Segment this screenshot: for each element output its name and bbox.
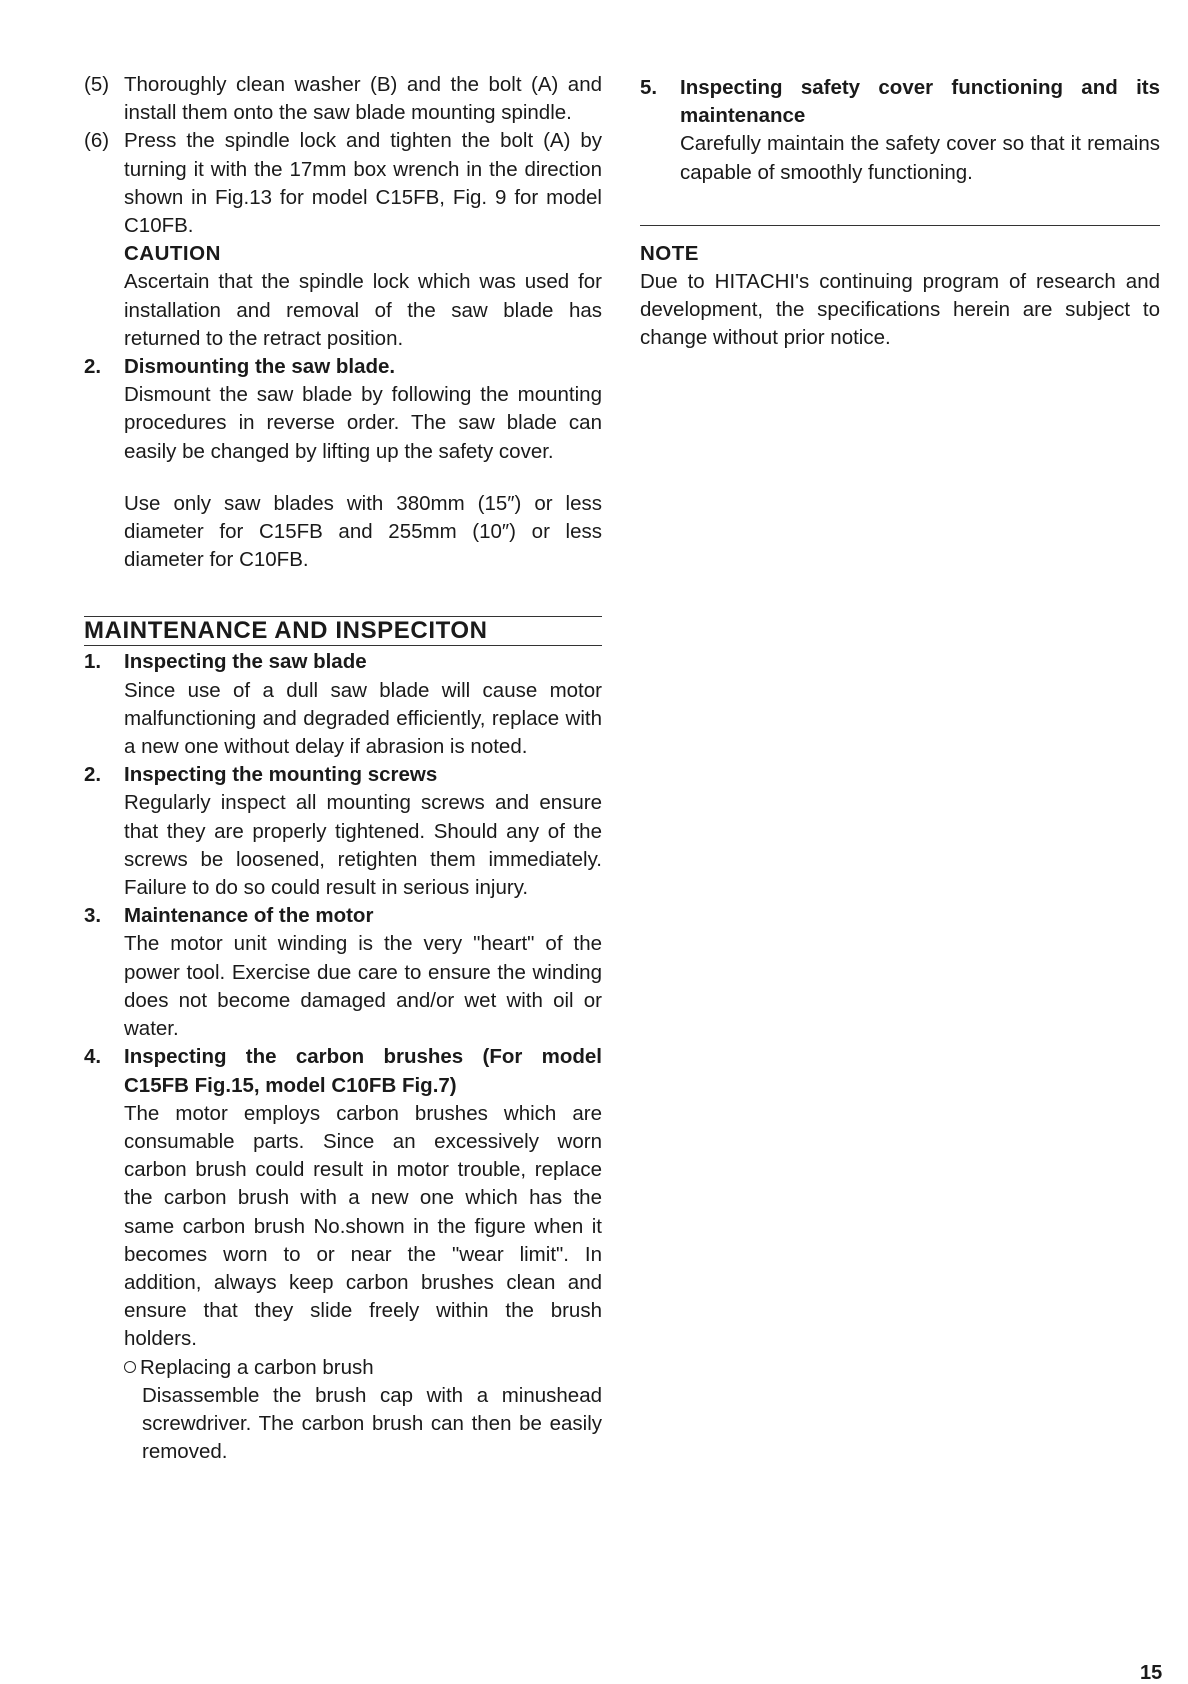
maint-item-3-heading: Maintenance of the motor [124, 904, 374, 928]
step-5-text: Thoroughly clean washer (B) and the bolt (A) and install them onto the saw blade mounting spindle. [124, 73, 602, 125]
replacing-brush-heading-row [124, 1354, 602, 1382]
bullet-circle-icon [124, 1361, 136, 1373]
divider-rule [640, 225, 1160, 226]
maint-item-3-heading-row [84, 902, 602, 930]
dismount-heading: Dismounting the saw blade. [124, 355, 396, 379]
caution-text: Ascertain that the spindle lock which was used for installation and removal of the saw blade has returned to the retract position. [124, 270, 602, 350]
maint-item-1-number: 1. [84, 650, 102, 674]
maintenance-section-heading: MAINTENANCE AND INSPECITON [84, 616, 602, 646]
maint-item-2-heading: Inspecting the mounting screws [124, 763, 438, 787]
step-5-number: (5) [84, 73, 110, 96]
maint-item-2-number: 2. [84, 763, 102, 787]
spacer [84, 574, 602, 616]
dismount-text: Dismount the saw blade by following the mounting procedures in reverse order. The saw blade can easily be changed by lifting up the safety cover. [124, 383, 602, 463]
note-heading: NOTE [640, 241, 699, 265]
step-6-text: Press the spindle lock and tighten the bolt (A) by turning it with the 17mm box wrench in the direction shown in Fig.13 for model C15FB, Fig. 9 for model C10FB. [124, 129, 602, 238]
maint-item-2-text: Regularly inspect all mounting screws and ensure that they are properly tightened. Should any of the screws be loosened, retighten them immediately. Failure to do so could result in serious injury. [124, 791, 602, 900]
right-item-5-text: Carefully maintain the safety cover so that it remains capable of smoothly functioning. [680, 132, 1160, 184]
step-6-number: (6) [84, 129, 110, 153]
right-item-5-heading-row [640, 74, 1160, 130]
step-6 [84, 127, 602, 240]
maint-item-4-heading: Inspecting the carbon brushes (For model C15FB Fig.15, model C10FB Fig.7) [124, 1045, 602, 1097]
maint-item-3-number: 3. [84, 904, 102, 928]
dismount-heading-row [84, 353, 602, 381]
right-column [640, 74, 1160, 353]
caution-heading: CAUTION [124, 242, 221, 266]
maint-item-3-text: The motor unit winding is the very "heart" of the power tool. Exercise due care to ensure the winding does not become damaged and/or wet with oil or water. [124, 932, 602, 1041]
maint-item-4-number: 4. [84, 1045, 102, 1069]
spacer [84, 466, 602, 490]
maint-item-2-heading-row [84, 761, 602, 789]
step-5 [84, 71, 602, 127]
maint-item-4-text: The motor employs carbon brushes which are consumable parts. Since an excessively worn carbon brush could result in motor trouble, replace the carbon brush with a new one which has the same carbon brush No.shown in the figure when it becomes worn to or near the "wear limit". In addition, always keep carbon brushes clean and ensure that they slide freely within the brush holders. [124, 1101, 602, 1351]
left-column [84, 71, 602, 1466]
maint-item-1-text: Since use of a dull saw blade will cause motor malfunctioning and degraded efficiently, replace with a new one without delay if abrasion is noted. [124, 678, 602, 759]
dismount-number: 2. [84, 355, 102, 379]
maint-item-4-heading-row [84, 1043, 602, 1099]
replacing-brush-text: Disassemble the brush cap with a minushead screwdriver. The carbon brush can then be easily removed. [142, 1383, 602, 1464]
blade-size-note: Use only saw blades with 380mm (15″) or less diameter for C15FB and 255mm (10″) or less diameter for C10FB. [124, 491, 602, 572]
replacing-brush-heading: Replacing a carbon brush [140, 1355, 374, 1379]
maint-item-1-heading: Inspecting the saw blade [124, 650, 367, 674]
right-item-5-heading: Inspecting safety cover functioning and its maintenance [680, 76, 1160, 128]
maint-item-1-heading-row [84, 648, 602, 676]
page-number: 15 [1140, 1662, 1163, 1684]
note-text: Due to HITACHI's continuing program of research and development, the specifications herein are subject to change without prior notice. [640, 270, 1160, 350]
right-item-5-number: 5. [640, 76, 658, 99]
